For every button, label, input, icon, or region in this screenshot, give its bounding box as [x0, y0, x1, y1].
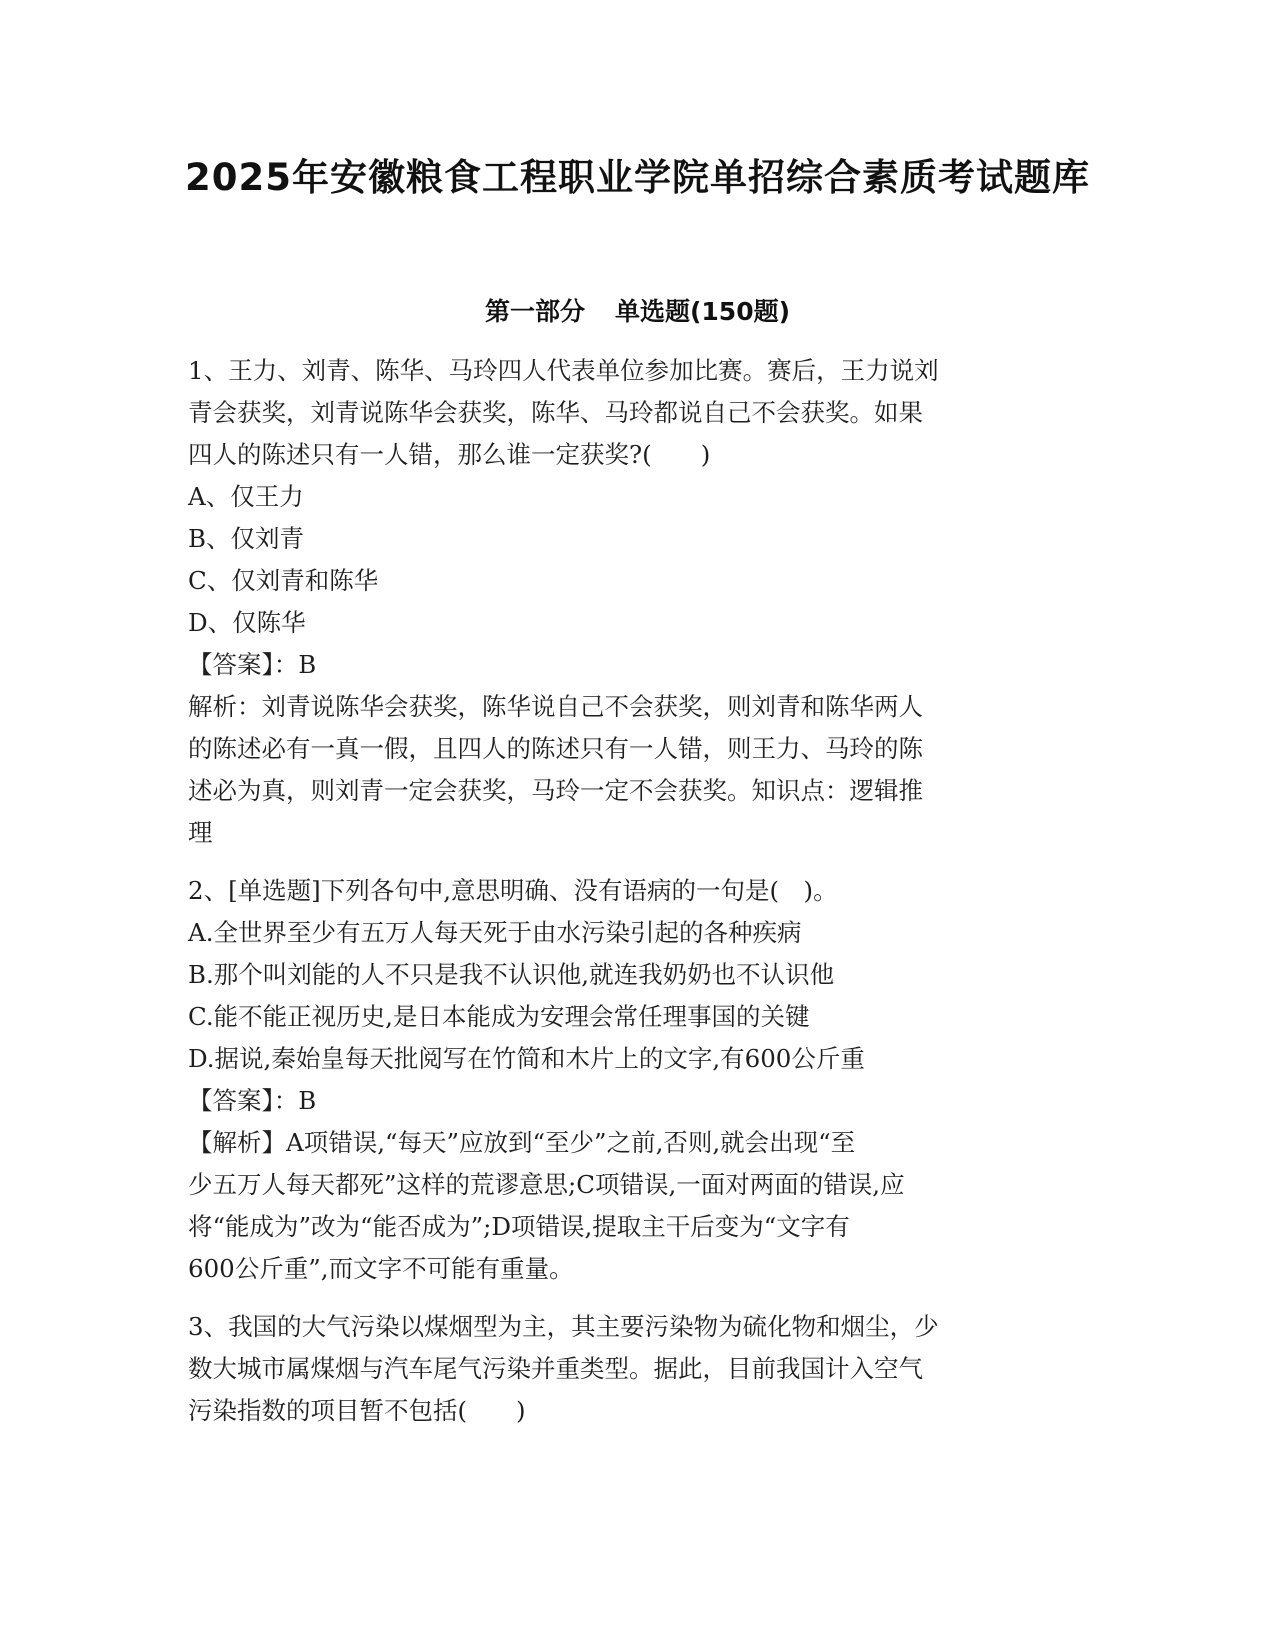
option-d: D、仅陈华: [188, 608, 306, 637]
analysis-line: 解析：刘青说陈华会获奖，陈华说自己不会获奖，则刘青和陈华两人: [188, 692, 923, 721]
question-stem-line: 1、王力、刘青、陈华、马玲四人代表单位参加比赛。赛后，王力说刘: [188, 356, 939, 385]
option-b: B、仅刘青: [188, 524, 305, 553]
question-3: [188, 1306, 1078, 1432]
analysis-line: 的陈述必有一真一假，且四人的陈述只有一人错，则王力、马玲的陈: [188, 734, 923, 763]
option-c: C.能不能正视历史,是日本能成为安理会常任理事国的关键: [188, 1002, 810, 1031]
option-a: A、仅王力: [188, 482, 304, 511]
section-part: 第一部分: [484, 297, 585, 326]
option-c: C、仅刘青和陈华: [188, 566, 379, 595]
answer-line: 【答案】：B: [188, 650, 317, 679]
analysis-line: 【解析】A项错误,“每天”应放到“至少”之前,否则,就会出现“至: [188, 1128, 856, 1157]
question-stem-line: 数大城市属煤烟与汽车尾气污染并重类型。据此，目前我国计入空气: [188, 1354, 923, 1383]
analysis-line: 理: [188, 818, 213, 847]
answer-line: 【答案】：B: [188, 1086, 317, 1115]
question-list: [188, 350, 1078, 1448]
question-stem-line: 青会获奖，刘青说陈华会获奖，陈华、马玲都说自己不会获奖。如果: [188, 398, 923, 427]
section-heading: [0, 292, 1275, 328]
option-a: A.全世界至少有五万人每天死于由水污染引起的各种疾病: [188, 918, 802, 947]
question-stem-line: 3、我国的大气污染以煤烟型为主，其主要污染物为硫化物和烟尘，少: [188, 1312, 939, 1341]
analysis-line: 600公斤重”,而文字不可能有重量。: [188, 1254, 574, 1283]
question-2: [188, 870, 1078, 1290]
question-stem-line: 污染指数的项目暂不包括( ): [188, 1396, 526, 1425]
analysis-line: 少五万人每天都死”这样的荒谬意思;C项错误,一面对两面的错误,应: [188, 1170, 905, 1199]
analysis-line: 述必为真，则刘青一定会获奖，马玲一定不会获奖。知识点：逻辑推: [188, 776, 923, 805]
question-stem-line: 2、[单选题]下列各句中,意思明确、没有语病的一句是( )。: [188, 876, 838, 905]
option-b: B.那个叫刘能的人不只是我不认识他,就连我奶奶也不认识他: [188, 960, 835, 989]
document-title: 2025年安徽粮食工程职业学院单招综合素质考试题库: [185, 156, 1090, 199]
option-d: D.据说,秦始皇每天批阅写在竹简和木片上的文字,有600公斤重: [188, 1044, 865, 1073]
question-stem-line: 四人的陈述只有一人错，那么谁一定获奖?( ): [188, 440, 711, 469]
analysis-line: 将“能成为”改为“能否成为”;D项错误,提取主干后变为“文字有: [188, 1212, 850, 1241]
question-1: [188, 350, 1078, 854]
section-name: 单选题(150题): [614, 297, 791, 326]
